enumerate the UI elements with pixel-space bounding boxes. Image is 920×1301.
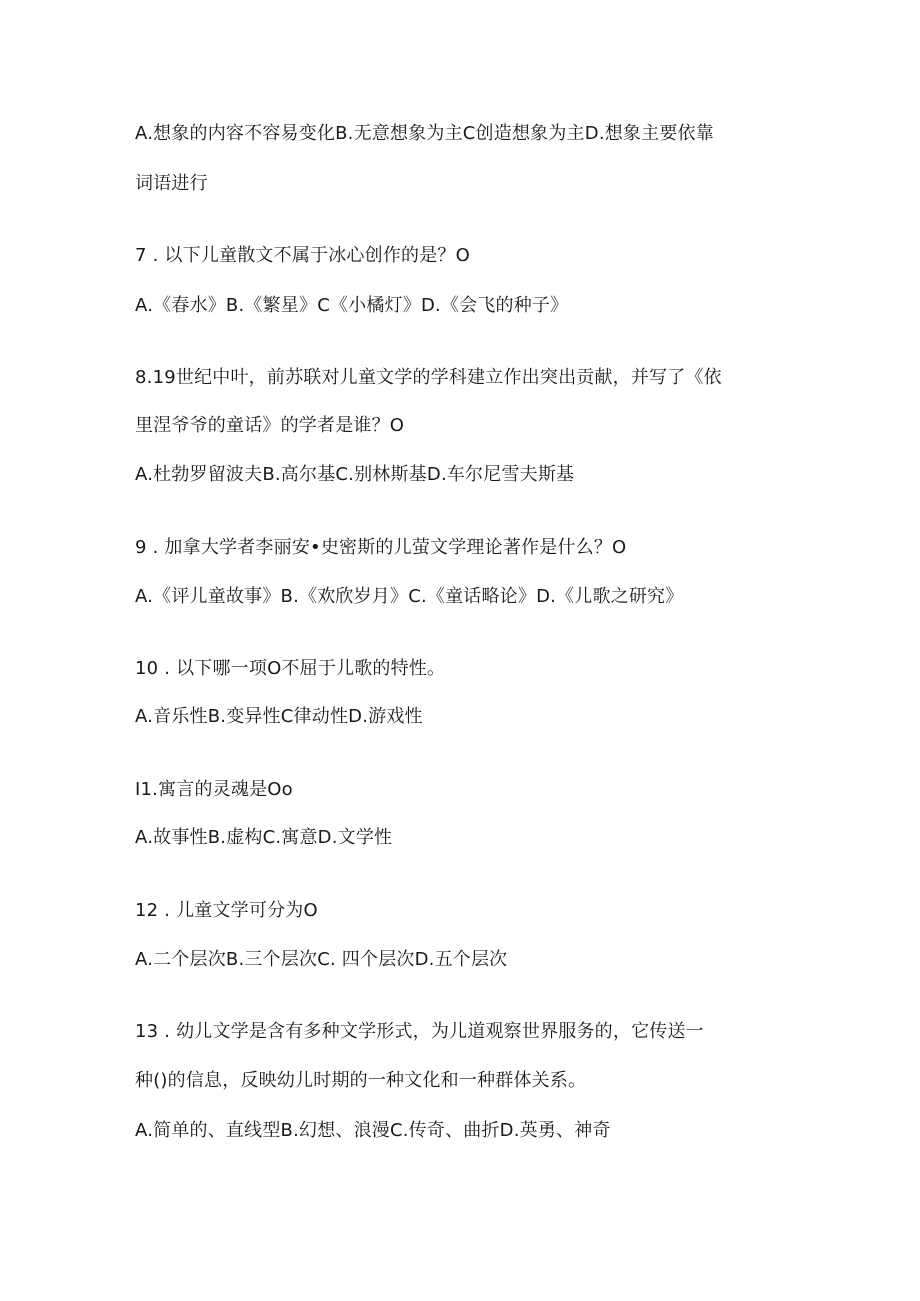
q13-question-line-1: 13 . 幼儿文学是含有多种文学形式，为儿道观察世界服务的，它传送一 (135, 1021, 704, 1042)
q6-options-line-2: 词语进行 (135, 173, 208, 194)
q8-question-line-1: 8.19世纪中叶，前苏联对儿童文学的学科建立作出突出贡献，并写了《依 (135, 367, 722, 388)
q12-question: 12 . 儿童文学可分为O (135, 900, 318, 921)
q7-question: 7 . 以下儿童散文不属于冰心创作的是？O (135, 245, 470, 266)
q8-question-line-2: 里涅爷爷的童话》的学者是谁？O (135, 415, 405, 436)
q8-options: A.杜勃罗留波夫B.高尔基C.别林斯基D.车尔尼雪夫斯基 (135, 464, 575, 485)
q6-options-line-1: A.想象的内容不容易变化B.无意想象为主C创造想象为主D.想象主要依靠 (135, 123, 714, 144)
q13-question-line-2: 种()的信息，反映幼儿时期的一种文化和一种群体关系。 (135, 1070, 587, 1091)
q9-options: A.《评儿童故事》B.《欢欣岁月》C.《童话略论》D.《儿歌之研究》 (135, 586, 684, 607)
q11-question: I1.寓言的灵魂是Oo (135, 779, 293, 800)
q10-options: A.音乐性B.变异性C律动性D.游戏性 (135, 706, 423, 727)
q9-question: 9 . 加拿大学者李丽安•史密斯的儿萤文学理论著作是什么？O (135, 537, 627, 558)
q11-options: A.故事性B.虚构C.寓意D.文学性 (135, 827, 393, 848)
q12-options: A.二个层次B.三个层次C. 四个层次D.五个层次 (135, 949, 508, 970)
q7-options: A.《春水》B.《繁星》C《小橘灯》D.《会飞的种子》 (135, 295, 569, 316)
q10-question: 10 . 以下哪一项O不屈于儿歌的特性。 (135, 658, 446, 679)
q13-options: A.简单的、直线型B.幻想、浪漫C.传奇、曲折D.英勇、神奇 (135, 1120, 611, 1141)
